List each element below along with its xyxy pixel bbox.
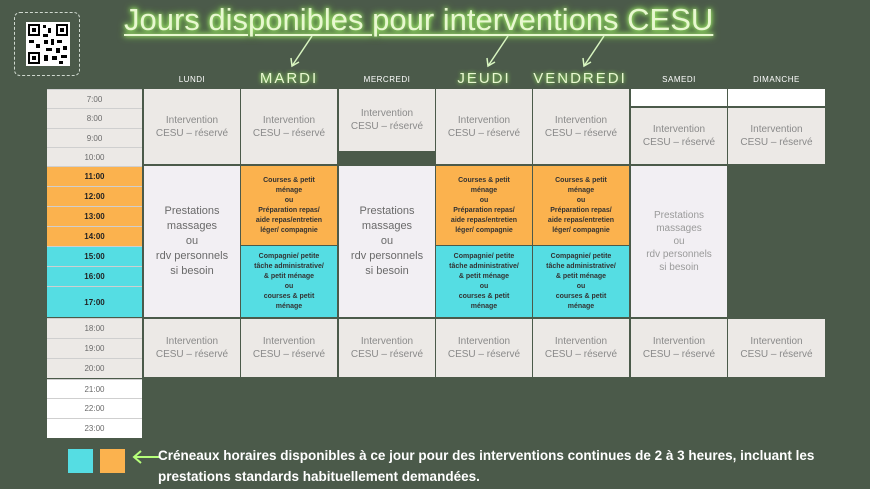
slot-courses-jeudi: Courses & petit ménage ou Préparation repas/ aide repas/entretien léger/ compagnie	[436, 166, 532, 245]
time-slot: 9:00	[47, 128, 142, 147]
day-header-mercredi: MERCREDI	[363, 75, 411, 84]
day-header-lundi: LUNDI	[178, 75, 206, 84]
slot-compagnie-vendredi: Compagnie/ petite tâche administrative/ & petit ménage ou courses & petit ménage	[533, 246, 629, 317]
slot-intervention-mardi-morning: Intervention CESU – réservé	[241, 89, 337, 164]
legend-cyan-swatch	[68, 449, 93, 473]
slot-intervention-jeudi-evening: Intervention CESU – réservé	[436, 319, 532, 377]
legend-text: Créneaux horaires disponibles à ce jour pour des interventions continues de 2 à 3 heures, incluant les prestations standards habituellement demandées.	[158, 448, 815, 484]
legend-orange-swatch	[100, 449, 125, 473]
time-slot: 21:00	[47, 379, 142, 398]
time-slot: 18:00	[47, 318, 142, 338]
page-title: Jours disponibles pour interventions CESU	[124, 2, 714, 37]
slot-intervention-vendredi-evening: Intervention CESU – réservé	[533, 319, 629, 377]
slot-prestations-samedi: Prestations massages ou rdv personnels si besoin	[631, 166, 727, 317]
time-slot: 20:00	[47, 358, 142, 378]
slot-intervention-mercredi-evening: Intervention CESU – réservé	[339, 319, 435, 377]
time-slot: 23:00	[47, 418, 142, 438]
slot-prestations-lundi: Prestations massages ou rdv personnels si besoin	[144, 166, 240, 317]
time-slot: 15:00	[47, 246, 142, 266]
time-slot: 17:00	[47, 286, 142, 317]
time-slot: 16:00	[47, 266, 142, 286]
title-arrows	[0, 0, 870, 100]
slot-intervention-lundi-evening: Intervention CESU – réservé	[144, 319, 240, 377]
slot-empty-dimanche-7	[728, 89, 825, 106]
slot-intervention-mardi-evening: Intervention CESU – réservé	[241, 319, 337, 377]
slot-compagnie-mardi: Compagnie/ petite tâche administrative/ & petit ménage ou courses & petit ménage	[241, 246, 337, 317]
slot-intervention-vendredi-morning: Intervention CESU – réservé	[533, 89, 629, 164]
slot-intervention-lundi-morning: Intervention CESU – réservé	[144, 89, 240, 164]
day-header-vendredi: VENDREDI	[533, 70, 627, 87]
slot-intervention-dimanche-evening: Intervention CESU – réservé	[728, 319, 825, 377]
time-slot: 14:00	[47, 226, 142, 246]
slot-courses-mardi: Courses & petit ménage ou Préparation repas/ aide repas/entretien léger/ compagnie	[241, 166, 337, 245]
time-slot: 10:00	[47, 147, 142, 166]
time-slot: 13:00	[47, 206, 142, 226]
day-header-jeudi: JEUDI	[457, 70, 511, 87]
day-header-samedi: SAMEDI	[662, 75, 696, 84]
time-slot: 19:00	[47, 338, 142, 358]
slot-intervention-samedi-evening: Intervention CESU – réservé	[631, 319, 727, 377]
slot-empty-samedi-7	[631, 89, 727, 106]
time-slot: 8:00	[47, 108, 142, 128]
slot-intervention-samedi-morning: Intervention CESU – réservé	[631, 108, 727, 164]
slot-courses-vendredi: Courses & petit ménage ou Préparation repas/ aide repas/entretien léger/ compagnie	[533, 166, 629, 245]
slot-compagnie-jeudi: Compagnie/ petite tâche administrative/ & petit ménage ou courses & petit ménage	[436, 246, 532, 317]
slot-intervention-dimanche-morning: Intervention CESU – réservé	[728, 108, 825, 164]
slot-intervention-jeudi-morning: Intervention CESU – réservé	[436, 89, 532, 164]
day-header-mardi: MARDI	[259, 70, 319, 87]
time-slot: 11:00	[47, 166, 142, 186]
time-slot: 7:00	[47, 89, 142, 108]
slot-prestations-mercredi: Prestations massages ou rdv personnels si besoin	[339, 166, 435, 317]
time-slot: 12:00	[47, 186, 142, 206]
day-header-dimanche: DIMANCHE	[753, 75, 800, 84]
time-slot: 22:00	[47, 398, 142, 418]
slot-intervention-mercredi-morning: Intervention CESU – réservé	[339, 89, 435, 151]
